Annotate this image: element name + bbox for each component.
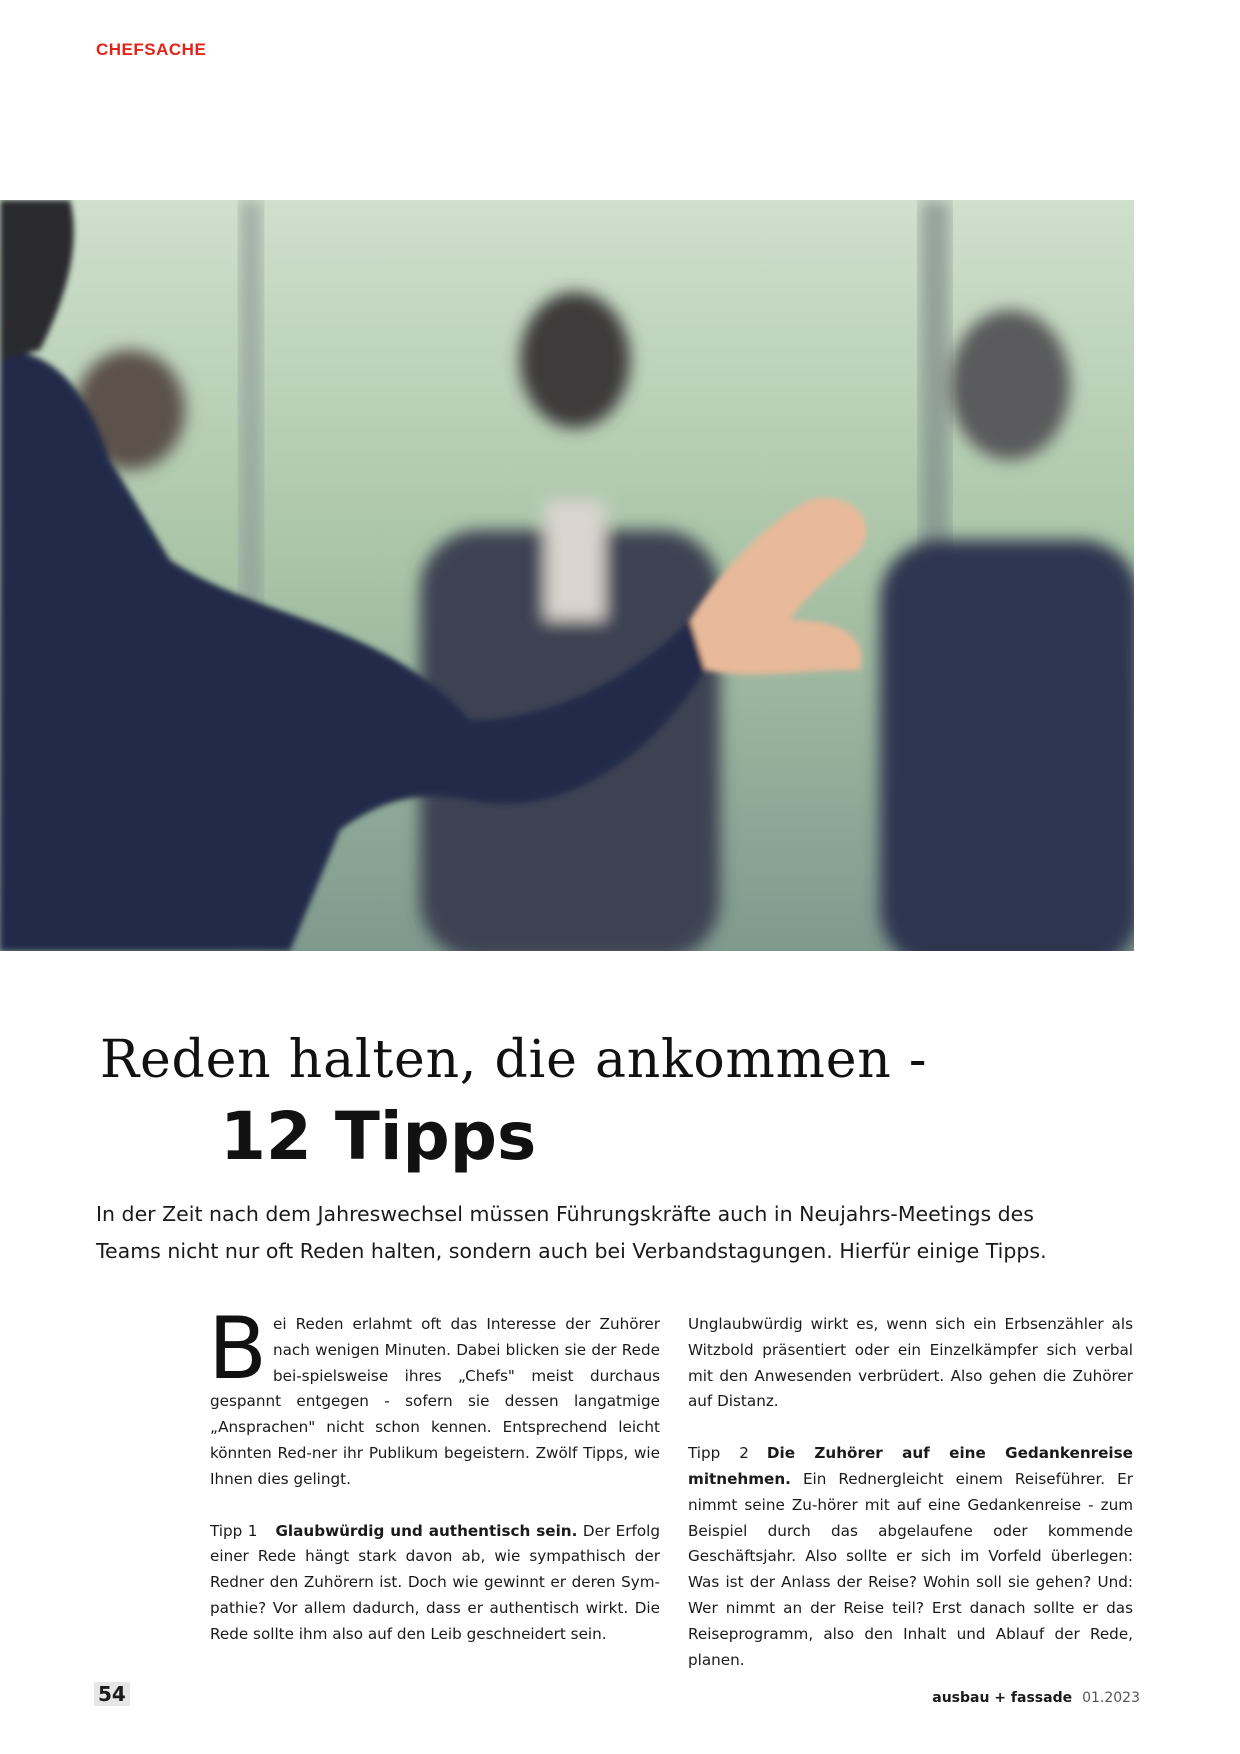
tipp-2-title: Die Zuhörer auf eine Gedankenreise mitnehmen. — [688, 1444, 1133, 1488]
tipp-2-text: Ein Rednergleicht einem Reiseführer. Er nimmt seine Zu-hörer mit auf eine Gedankenreise - zum Beispiel durch das abgelaufene oder kommende Geschäftsjahr. Also sollte er sich im Vorfeld überlegen: Was ist der Anlass der Reise? Wohin soll sie gehen? Und: Wer nimmt an der Reise teil? Erst danach sollte er das Reiseprogramm, also den Inhalt und Ablauf der Rede, planen. — [688, 1469, 1133, 1669]
issue-number: 01.2023 — [1082, 1690, 1140, 1706]
section-label: CHEFSACHE — [96, 40, 207, 59]
tipp-2-paragraph — [688, 1441, 1133, 1673]
tipp-1-text: Der Erfolg einer Rede hängt stark davon ab, wie sympathisch der Redner den Zuhörern ist. Doch wie gewinnt er deren Sym-pathie? Vor allem dadurch, dass er authentisch wirkt. Die Rede sollte ihm also auf den Leib geschneidert sein. — [210, 1521, 660, 1643]
drop-cap: B — [208, 1299, 267, 1399]
intro-paragraph — [208, 1299, 660, 1493]
lead-paragraph — [96, 1196, 1096, 1270]
headline-line-2: 12 Tipps — [220, 1098, 537, 1175]
hero-photo — [0, 200, 1134, 951]
magazine-name: ausbau + fassade — [932, 1690, 1073, 1706]
column-right — [688, 1312, 1133, 1673]
lead-line-1: In der Zeit nach dem Jahreswechsel müssen Führungskräfte auch in Neujahrs-Meetings des — [96, 1202, 1034, 1226]
column-left — [208, 1299, 660, 1648]
tipp-1-title: Glaubwürdig und authentisch sein. — [275, 1521, 578, 1540]
lead-line-2: Teams nicht nur oft Reden halten, sondern auch bei Verbandstagungen. Hierfür einige Tipps. — [96, 1239, 1047, 1263]
tipp-1-paragraph — [210, 1519, 660, 1648]
headline-line-1: Reden halten, die ankommen - — [100, 1030, 928, 1090]
magazine-footer — [932, 1690, 1140, 1706]
tipp-1-label: Tipp 1 — [210, 1521, 258, 1540]
hero-illustration — [0, 200, 1134, 951]
intro-text: ei Reden erlahmt oft das Interesse der Zuhörer nach wenigen Minuten. Dabei blicken sie der Rede bei-spielsweise ihres „Chefs" meist durchaus gespannt entgegen - sofern sie dessen langatmige „Ansprachen" nicht schon kennen. Entsprechend leicht könnten Red-ner ihr Publikum begeistern. Zwölf Tipps, wie Ihnen dies gelingt. — [210, 1315, 660, 1488]
right-intro-paragraph: Unglaubwürdig wirkt es, wenn sich ein Erbsenzähler als Witzbold präsentiert oder ein Einzelkämpfer sich verbal mit den Anwesenden verbrüdert. Also gehen die Zuhörer auf Distanz. — [688, 1315, 1133, 1411]
tipp-2-label: Tipp 2 — [688, 1444, 749, 1463]
page-number: 54 — [94, 1682, 130, 1706]
